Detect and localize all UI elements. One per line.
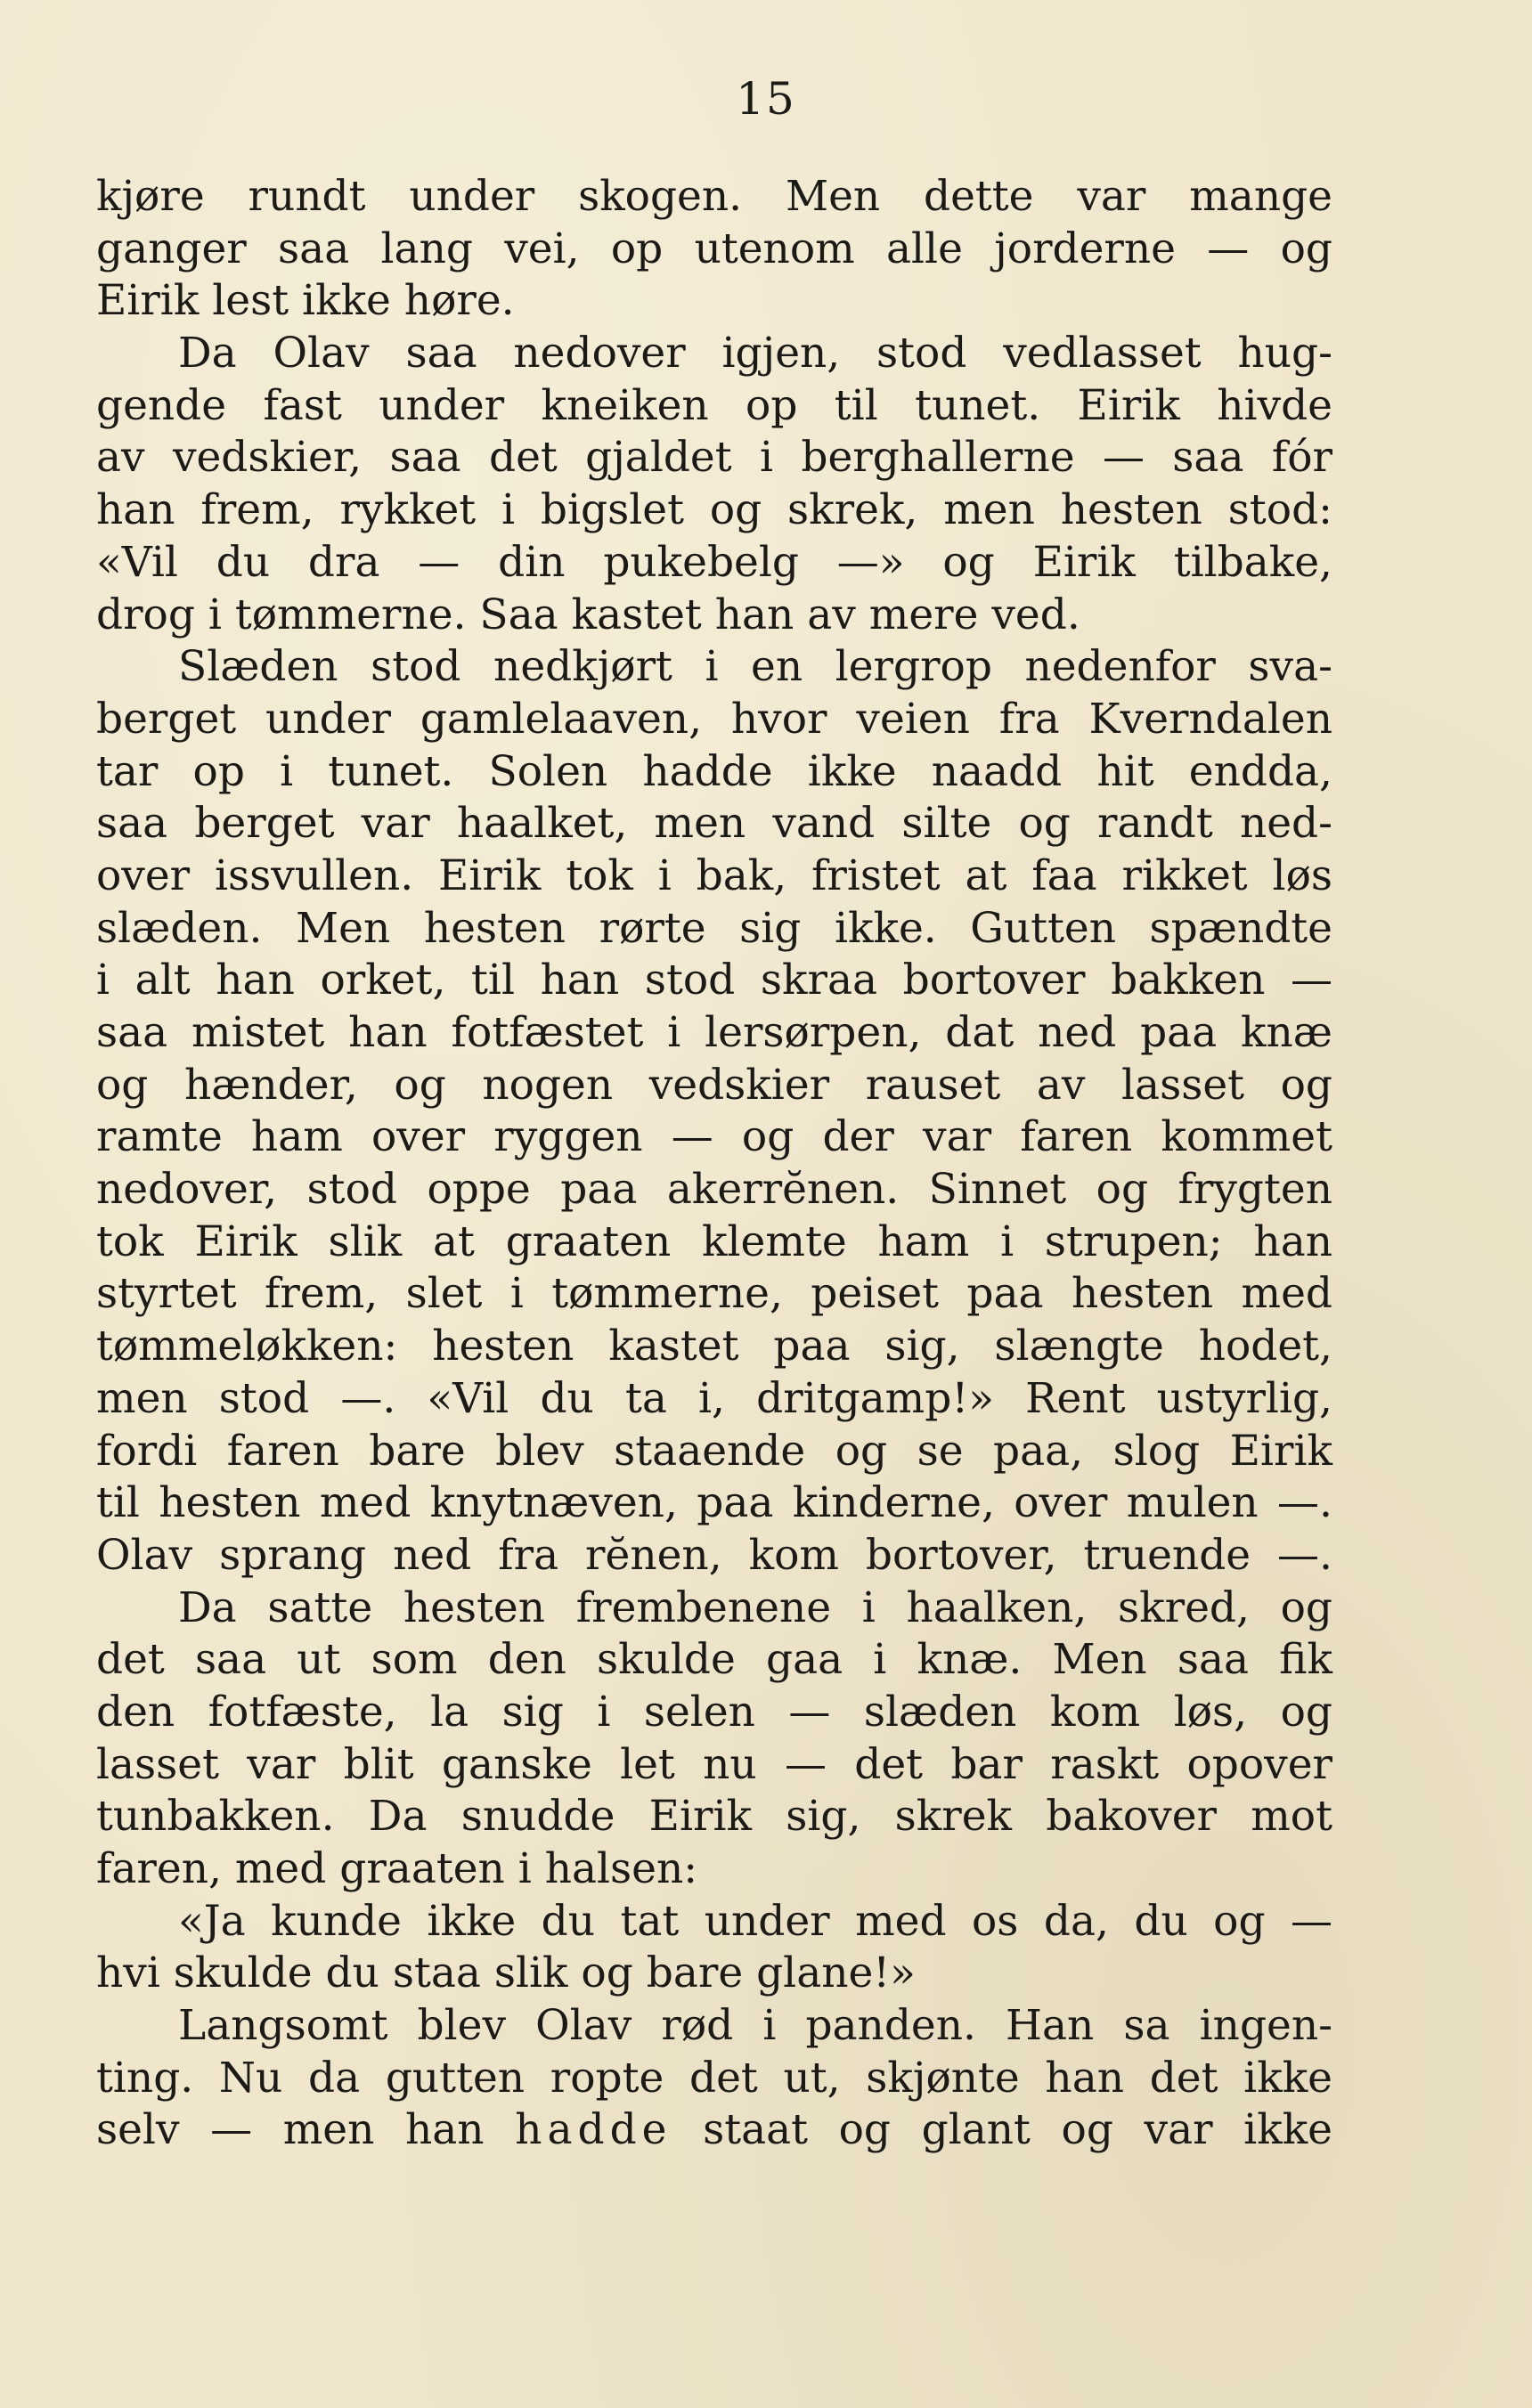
text-line: av vedskier, saa det gjaldet i berghallerne — saa fór [96, 433, 1332, 483]
text-line: Da satte hesten frembenene i haalken, skred, og [178, 1582, 1332, 1632]
text-line: «Vil du dra — din pukebelg —» og Eirik tilbake, [96, 537, 1332, 587]
body-text [96, 171, 1332, 2157]
text-line: «Ja kunde ikke du tat under med os da, du og — [178, 1896, 1332, 1946]
text-line: til hesten med knytnæven, paa kinderne, over mulen —. [96, 1478, 1332, 1528]
text-line: det saa ut som den skulde gaa i knæ. Men saa fik [96, 1635, 1332, 1685]
text-line: tunbakken. Da snudde Eirik sig, skrek bakover mot [96, 1792, 1332, 1842]
text-line: tok Eirik slik at graaten klemte ham i strupen; han [96, 1216, 1332, 1266]
text-line: Olav sprang ned fra rĕnen, kom bortover, truende —. [96, 1530, 1332, 1580]
text-line: den fotfæste, la sig i selen — slæden kom løs, og [96, 1687, 1332, 1737]
text-line: men stod —. «Vil du ta i, dritgamp!» Rent ustyrlig, [96, 1373, 1332, 1423]
text-line: tømmeløkken: hesten kastet paa sig, slængte hodet, [96, 1322, 1332, 1371]
text-line: nedover, stod oppe paa akerrĕnen. Sinnet og frygten [96, 1165, 1332, 1215]
emphasized-word: hadde [515, 2105, 672, 2155]
text-line: berget under gamlelaaven, hvor veien fra Kverndalen [96, 694, 1332, 744]
text-line: Langsomt blev Olav rød i panden. Han sa ingen- [178, 2001, 1332, 2051]
text-segment: staat og glant og var ikke [703, 2105, 1332, 2155]
text-line: han frem, rykket i bigslet og skrek, men hesten stod: [96, 485, 1332, 535]
text-line: Da Olav saa nedover igjen, stod vedlasset hug- [178, 329, 1332, 378]
text-line: Eirik lest ikke høre. [96, 276, 515, 326]
text-line: ting. Nu da gutten ropte det ut, skjønte han det ikke [96, 2053, 1332, 2103]
text-line: Slæden stod nedkjørt i en lergrop nedenfor sva- [178, 642, 1332, 692]
text-line: saa berget var haalket, men vand silte og randt ned- [96, 799, 1332, 849]
text-line: lasset var blit ganske let nu — det bar raskt opover [96, 1739, 1332, 1789]
text-line: hvi skulde du staa slik og bare glane!» [96, 1948, 916, 1998]
text-line: i alt han orket, til han stod skraa bortover bakken — [96, 956, 1332, 1005]
text-line [96, 2104, 1332, 2157]
text-line: kjøre rundt under skogen. Men dette var mange [96, 172, 1332, 221]
text-line: over issvullen. Eirik tok i bak, fristet at faa rikket løs [96, 850, 1332, 900]
text-line: ganger saa lang vei, op utenom alle jorderne — og [96, 224, 1332, 273]
text-line: slæden. Men hesten rørte sig ikke. Gutten spændte [96, 903, 1332, 953]
text-segment: selv — men han [96, 2105, 485, 2155]
text-line: ramte ham over ryggen — og der var faren kommet [96, 1112, 1332, 1162]
text-line: og hænder, og nogen vedskier rauset av lasset og [96, 1060, 1332, 1110]
text-line: fordi faren bare blev staaende og se paa, slog Eirik [96, 1426, 1332, 1476]
text-line: faren, med graaten i halsen: [96, 1844, 698, 1893]
text-line: tar op i tunet. Solen hadde ikke naadd hit endda, [96, 746, 1332, 796]
text-line: styrtet frem, slet i tømmerne, peiset paa hesten med [96, 1269, 1332, 1319]
text-line: saa mistet han fotfæstet i lersørpen, dat ned paa knæ [96, 1008, 1332, 1057]
page-number: 15 [736, 73, 796, 125]
text-line: drog i tømmerne. Saa kastet han av mere ved. [96, 590, 1080, 639]
text-line: gende fast under kneiken op til tunet. Eirik hivde [96, 380, 1332, 430]
